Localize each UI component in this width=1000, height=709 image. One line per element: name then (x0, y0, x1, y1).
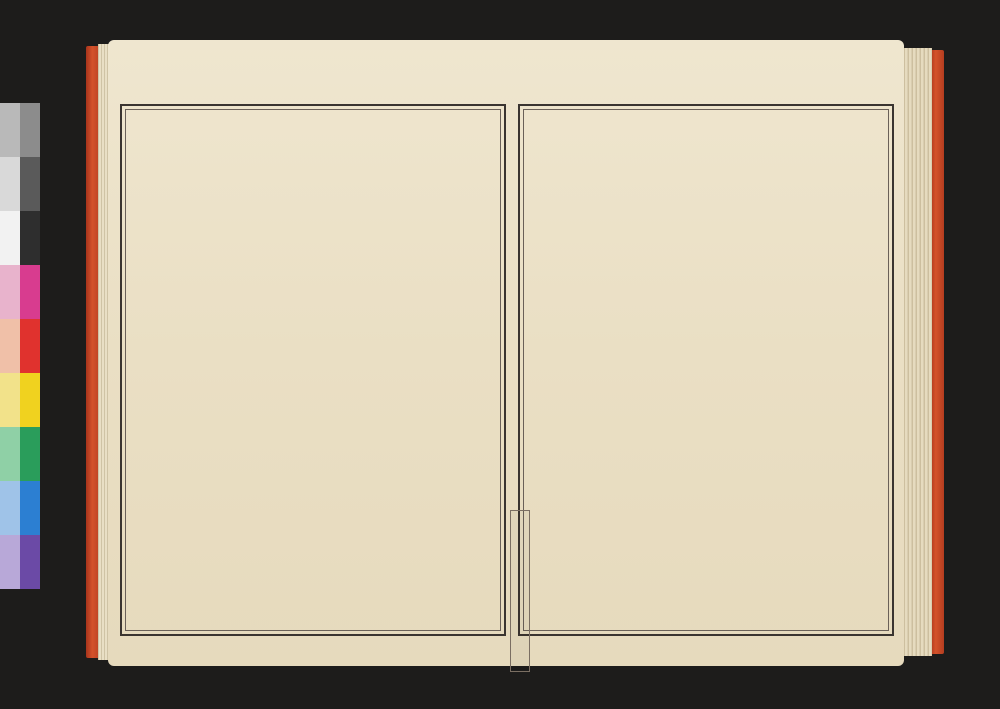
calibration-patch (20, 373, 40, 427)
calibration-patch (20, 265, 40, 319)
text-column (377, 124, 399, 616)
text-column (477, 124, 499, 616)
text-column (574, 124, 596, 616)
text-column (865, 124, 887, 616)
text-column (719, 124, 741, 616)
calibration-patch (20, 535, 40, 589)
calibration-patch (0, 103, 20, 157)
right-cover-edge (930, 50, 944, 654)
text-column (695, 124, 717, 616)
left-page-text-frame (120, 104, 506, 636)
left-page (108, 40, 512, 666)
text-column (841, 124, 863, 616)
text-column (402, 124, 424, 616)
calibration-patch (20, 427, 40, 481)
calibration-patch (0, 481, 20, 535)
text-column (427, 124, 449, 616)
calibration-patch (20, 211, 40, 265)
text-column (277, 124, 299, 616)
text-column (202, 124, 224, 616)
text-column (671, 124, 693, 616)
gutter-margin-tab (510, 510, 530, 672)
text-column (227, 124, 249, 616)
right-page-edges (904, 48, 932, 656)
calibration-patch (0, 319, 20, 373)
calibration-patch (0, 427, 20, 481)
calibration-patch (20, 103, 40, 157)
text-column (646, 124, 668, 616)
calibration-patch (0, 535, 20, 589)
calibration-patch (0, 265, 20, 319)
calibration-patch (20, 157, 40, 211)
calibration-patch (20, 481, 40, 535)
text-column (792, 124, 814, 616)
right-page-text-frame (518, 104, 894, 636)
text-column (127, 124, 149, 616)
text-column (252, 124, 274, 616)
text-column (816, 124, 838, 616)
color-calibration-strip (0, 103, 40, 589)
text-column (598, 124, 620, 616)
open-book (86, 40, 944, 666)
right-page (512, 40, 904, 666)
text-column (152, 124, 174, 616)
calibration-patch (0, 373, 20, 427)
text-column (177, 124, 199, 616)
text-column (622, 124, 644, 616)
text-column (452, 124, 474, 616)
calibration-patch (0, 157, 20, 211)
calibration-patch (0, 211, 20, 265)
text-column (744, 124, 766, 616)
text-column (352, 124, 374, 616)
calibration-patch (20, 319, 40, 373)
text-column (768, 124, 790, 616)
text-column (549, 124, 571, 616)
text-column (302, 124, 324, 616)
text-column (327, 124, 349, 616)
